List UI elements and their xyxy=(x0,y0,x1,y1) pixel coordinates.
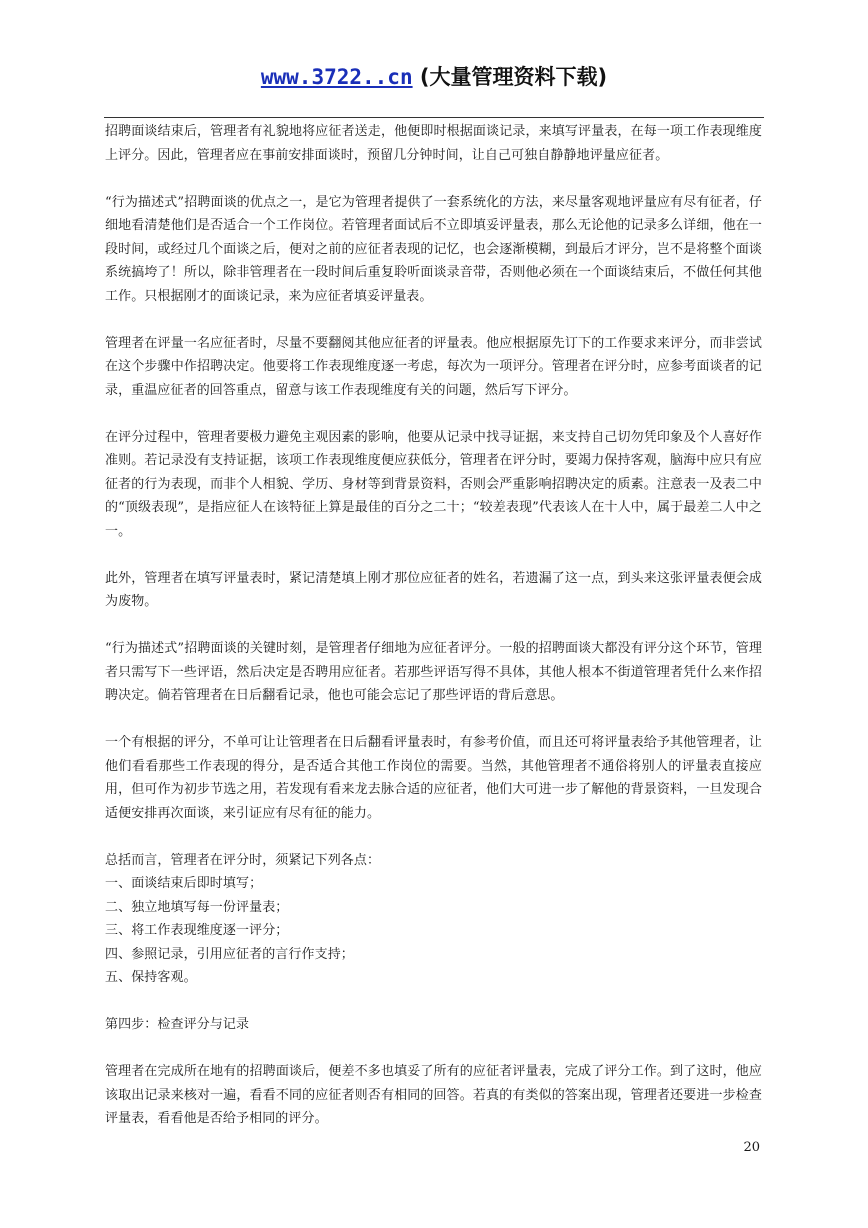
paragraph: 一个有根据的评分，不单可让让管理者在日后翻看评量表时，有参考价值，而且还可将评量表给予其他管理者，让他们看看那些工作表现的得分，是否适合其他工作岗位的需要。当然，其他管理者不通俗将别人的评量表直接应用，但可作为初步节选之用，若发现有看来龙去脉合适的应征者，他们大可进一步了解他的背景资料，一旦发现合适便安排再次面谈，来引证应有尽有征的能力。 xyxy=(105,735,762,821)
header-title: (大量管理资料下载) xyxy=(412,65,608,89)
summary-item: 一、面谈结束后即时填写； xyxy=(105,876,263,891)
paragraph: “行为描述式”招聘面谈的优点之一，是它为管理者提供了一套系统化的方法，来尽量客观地评量应有尽有征者，仔细地看清楚他们是否适合一个工作岗位。若管理者面试后不立即填妥评量表，那么无论他的记录多么详细，他在一段时间，或经过几个面谈之后，便对之前的应征者表现的记忆，也会逐渐模糊，到最后才评分，岂不是将整个面谈系统搞垮了！所以，除非管理者在一段时间后重复聆听面谈录音带，否则他必须在一个面谈结束后，不做任何其他工作。只根据刚才的面谈记录，来为应征者填妥评量表。 xyxy=(105,194,762,304)
page-number: 20 xyxy=(743,1140,760,1155)
paragraph: 此外，管理者在填写评量表时，紧记清楚填上刚才那位应征者的姓名，若遗漏了这一点，到头来这张评量表便会成为废物。 xyxy=(105,570,762,609)
summary-intro: 总括而言，管理者在评分时，须紧记下列各点： xyxy=(105,852,381,868)
site-link[interactable]: www.3722..cn xyxy=(260,65,413,89)
header-divider xyxy=(104,117,764,118)
paragraph: 在评分过程中，管理者要极力避免主观因素的影响，他要从记录中找寻证据，来支持自己切勿凭印象及个人喜好作准则。若记录没有支持证据，该项工作表现维度便应获低分，管理者在评分时，要竭力保持客观，脑海中应只有应征者的行为表现，而非个人相貌、学历、身材等到背景资料，否则会严重影响招聘决定的质素。注意表一及表二中的“顶级表现”，是指应征人在该特征上算是最佳的百分之二十；“较差表现”代表该人在十人中，属于最差二人中之一。 xyxy=(105,429,762,539)
paragraph: “行为描述式”招聘面谈的关键时刻，是管理者仔细地为应征者评分。一般的招聘面谈大都没有评分这个环节，管理者只需写下一些评语，然后决定是否聘用应征者。若那些评语写得不具体，其他人根本不街道管理者凭什么来作招聘决定。倘若管理者在日后翻看记录，他也可能会忘记了那些评语的背后意思。 xyxy=(105,641,762,703)
page-header xyxy=(0,62,868,92)
summary-item: 二、独立地填写每一份评量表； xyxy=(105,899,289,915)
paragraph: 管理者在评量一名应征者时，尽量不要翻阅其他应征者的评量表。他应根据原先订下的工作要求来评分，而非尝试在这个步骤中作招聘决定。他要将工作表现维度逐一考虑，每次为一项评分。管理者在评分时，应参考面谈者的记录，重温应征者的回答重点，留意与该工作表现维度有关的问题，然后写下评分。 xyxy=(105,335,762,398)
paragraph: 管理者在完成所在地有的招聘面谈后，便差不多也填妥了所有的应征者评量表，完成了评分工作。到了这时，他应该取出记录来核对一遍，看看不同的应征者则否有相同的回答。若真的有类似的答案出现，管理者还要进一步检查评量表，看看他是否给予相同的评分。 xyxy=(105,1064,762,1126)
paragraph: 招聘面谈结束后，管理者有礼貌地将应征者送走，他便即时根据面谈记录，来填写评量表，在每一项工作表现维度上评分。因此，管理者应在事前安排面谈时，预留几分钟时间，让自己可独自静静地评量应征者。 xyxy=(105,124,762,163)
summary-item: 四、参照记录，引用应征者的言行作支持； xyxy=(105,946,354,962)
summary-item: 五、保持客观。 xyxy=(105,970,197,985)
summary-item: 三、将工作表现维度逐一评分； xyxy=(105,923,289,938)
document-body xyxy=(105,120,762,1154)
section-heading: 第四步：检查评分与记录 xyxy=(105,1017,250,1032)
